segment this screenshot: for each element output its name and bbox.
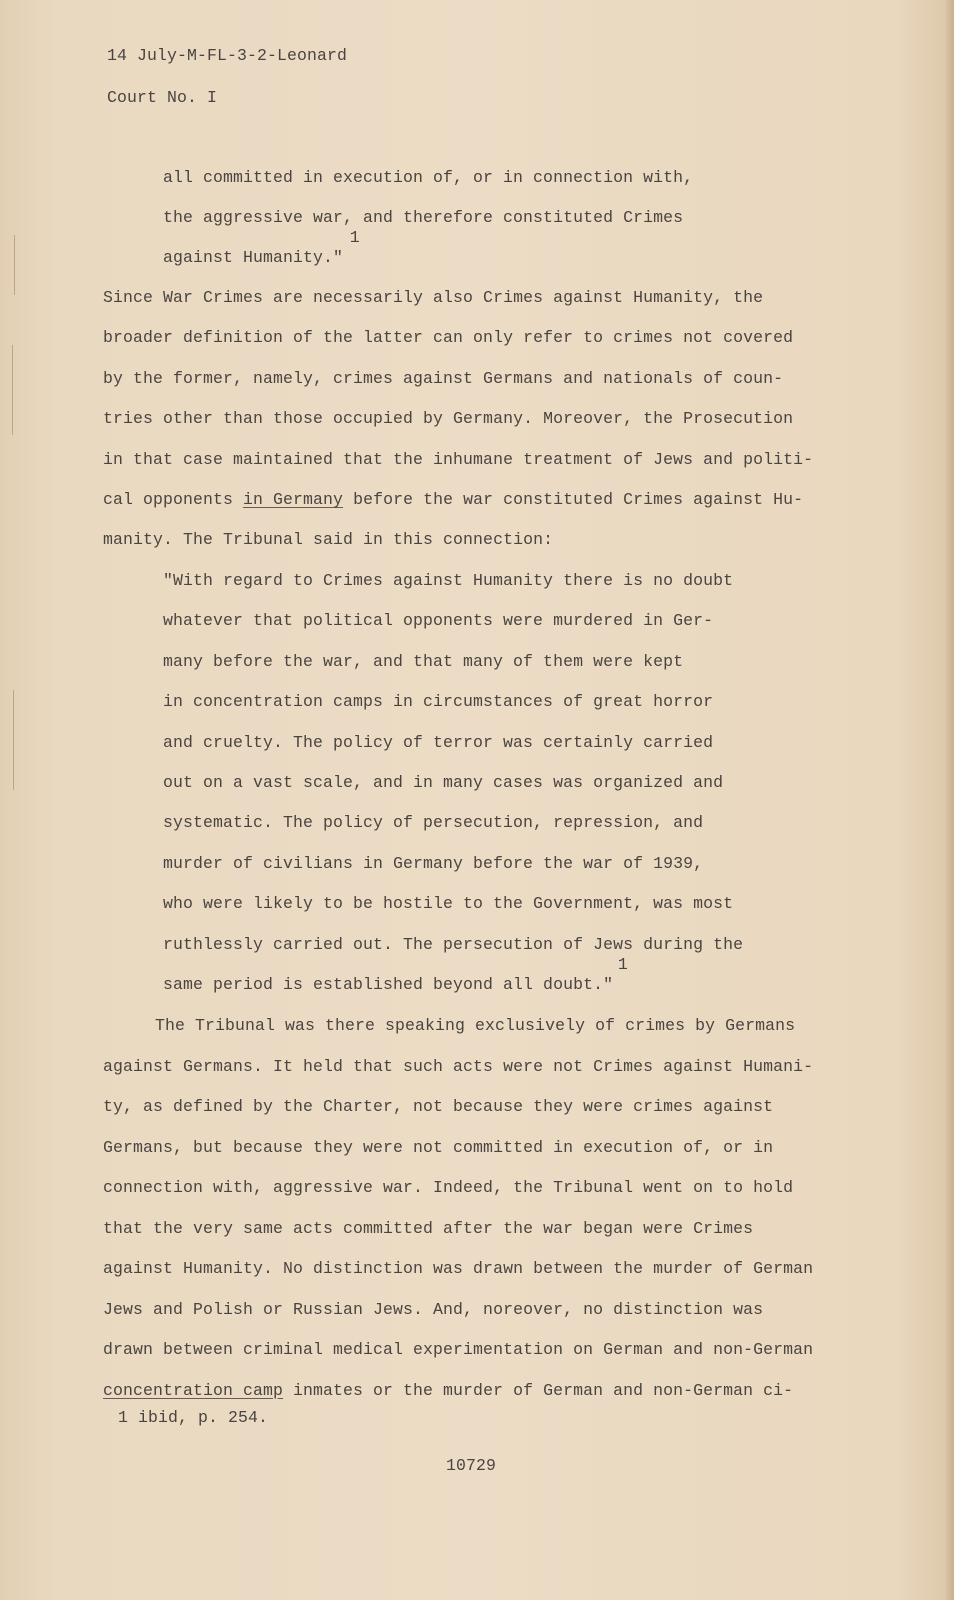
text-line: manity. The Tribunal said in this connection: (103, 530, 554, 550)
text-line: who were likely to be hostile to the Government, was most (163, 894, 734, 914)
page-edge (946, 0, 954, 1600)
text-line: against Humanity. No distinction was drawn between the murder of German (103, 1259, 814, 1278)
text-line: by the former, namely, crimes against Germans and nationals of coun- (103, 368, 784, 388)
underlined-text: in Germany (243, 490, 344, 509)
text-line: the aggressive war, and therefore constituted Crimes (163, 208, 684, 227)
text-line: connection with, aggressive war. Indeed, the Tribunal went on to hold (103, 1178, 794, 1197)
text-line: many before the war, and that many of them were kept (163, 651, 684, 671)
text-line: drawn between criminal medical experimentation on German and non-German (103, 1340, 814, 1359)
text-segment: cal opponents (103, 490, 244, 509)
text-segment: inmates or the murder of German and non-German ci- (283, 1380, 794, 1400)
text-line: Germans, but because they were not committed in execution of, or in (103, 1137, 774, 1157)
text-line: against Humanity." (163, 248, 344, 267)
court-label: Court No. I (107, 88, 218, 107)
text-line: against Germans. It held that such acts were not Crimes against Humani- (103, 1056, 814, 1076)
text-line: that the very same acts committed after the war began were Crimes (103, 1218, 754, 1238)
footnote-reference: 1 (617, 955, 628, 974)
text-line: murder of civilians in Germany before the war of 1939, (163, 853, 704, 873)
text-line: ruthlessly carried out. The persecution of Jews during the (163, 934, 744, 954)
text-line: systematic. The policy of persecution, repression, and (163, 813, 704, 833)
text-line: same period is established beyond all doubt." (163, 975, 614, 994)
text-line (103, 490, 803, 510)
footnote: 1 ibid, p. 254. (118, 1408, 269, 1427)
text-line: all committed in execution of, or in connection with, (163, 168, 694, 187)
text-segment: before the war constituted Crimes against Hu- (343, 490, 804, 509)
text-line: Since War Crimes are necessarily also Crimes against Humanity, the (103, 288, 764, 307)
text-line: The Tribunal was there speaking exclusively of crimes by Germans (155, 1016, 796, 1035)
text-line: whatever that political opponents were murdered in Ger- (163, 611, 714, 631)
margin-mark (13, 690, 14, 790)
document-header-id: 14 July-M-FL-3-2-Leonard (107, 46, 348, 65)
page-number: 10729 (446, 1456, 497, 1475)
text-line: broader definition of the latter can only refer to crimes not covered (103, 328, 794, 348)
margin-mark (14, 235, 15, 295)
text-line: ty, as defined by the Charter, not because they were crimes against (103, 1097, 774, 1116)
text-line: in that case maintained that the inhumane treatment of Jews and politi- (103, 449, 814, 469)
text-line: Jews and Polish or Russian Jews. And, noreover, no distinction was (103, 1299, 764, 1319)
footnote-reference: 1 (349, 228, 360, 247)
text-line: "With regard to Crimes against Humanity there is no doubt (163, 571, 734, 590)
text-line: and cruelty. The policy of terror was certainly carried (163, 732, 714, 752)
text-line: out on a vast scale, and in many cases was organized and (163, 773, 724, 792)
underlined-text: concentration camp (103, 1380, 284, 1400)
text-line: in concentration camps in circumstances of great horror (163, 692, 714, 712)
text-line: tries other than those occupied by Germany. Moreover, the Prosecution (103, 409, 794, 429)
text-line (103, 1381, 793, 1401)
margin-mark (12, 345, 13, 435)
